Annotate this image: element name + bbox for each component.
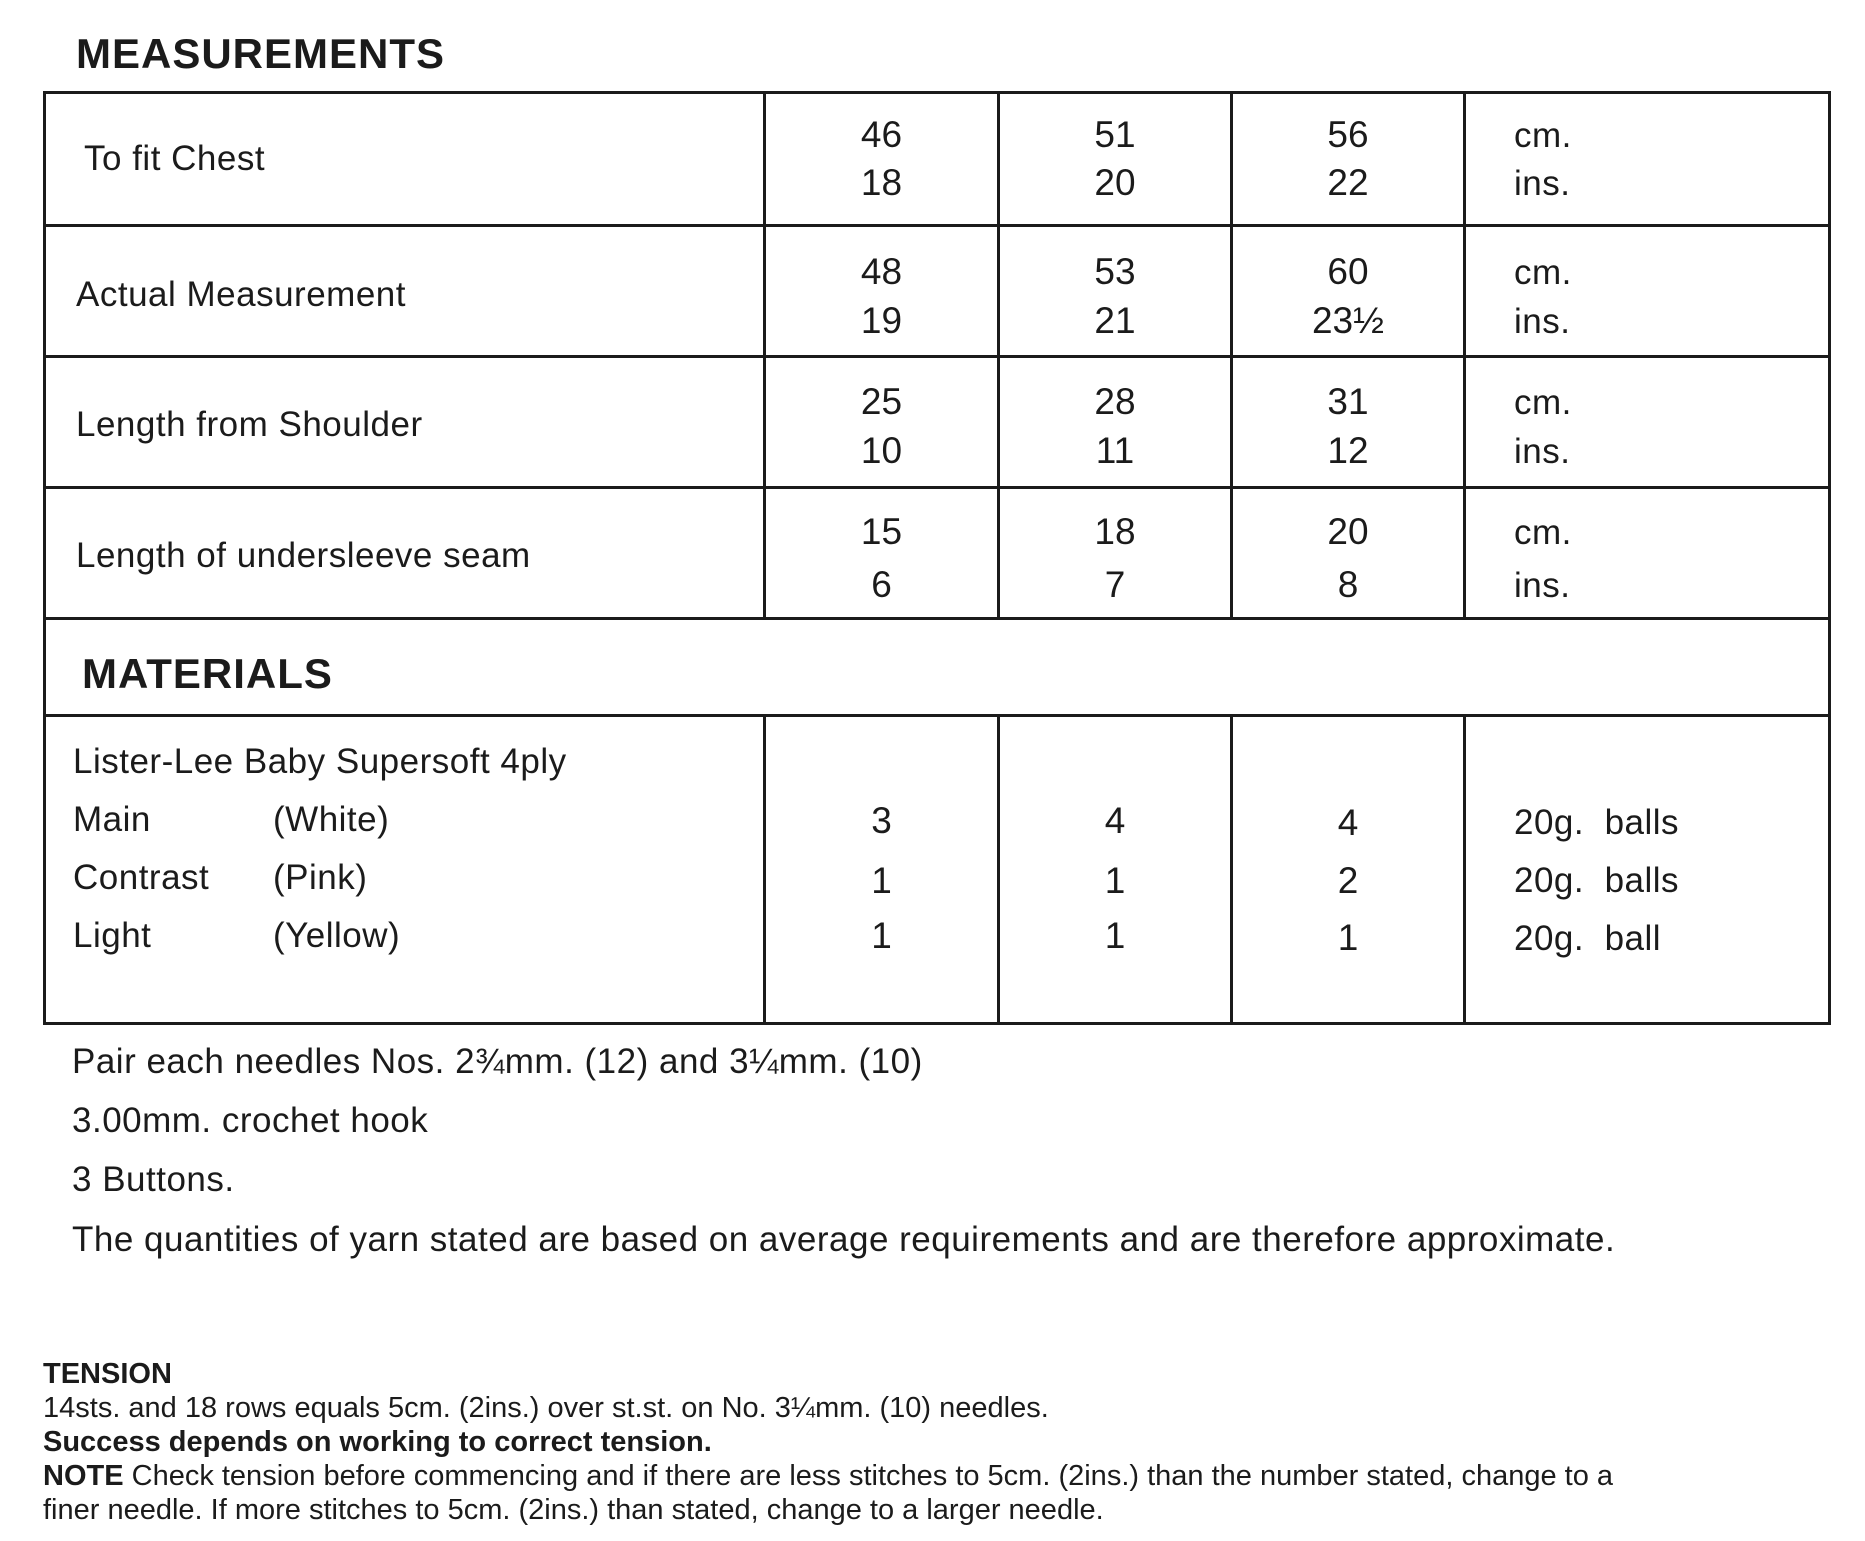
unit-ins: ins.	[1514, 432, 1571, 471]
row-label: Length from Shoulder	[76, 405, 423, 444]
unit-cell	[1463, 94, 1831, 224]
cm-value: 48	[860, 251, 903, 292]
cm-value: 20	[1327, 511, 1369, 552]
cm-value: 60	[1327, 251, 1369, 292]
materials-label-cell	[46, 717, 763, 1022]
tension-success: Success depends on working to correct tension.	[43, 1426, 712, 1458]
row-label-cell	[46, 358, 763, 486]
unit-cell	[1463, 717, 1831, 1022]
ins-value: 20	[1094, 162, 1136, 203]
materials-row	[46, 717, 1828, 1022]
yarn-contrast-name: Contrast	[73, 858, 210, 897]
buttons-note: 3 Buttons.	[72, 1160, 235, 1199]
size-1-cell	[763, 717, 997, 1022]
measurements-table	[43, 91, 1831, 1025]
tension-note-continued: finer needle. If more stitches to 5cm. (2ins.) than stated, change to a larger needle.	[43, 1494, 1104, 1526]
ins-value: 7	[1104, 564, 1126, 605]
unit-ins: ins.	[1514, 566, 1571, 605]
unit-ins: ins.	[1514, 164, 1571, 203]
ins-value: 21	[1094, 300, 1136, 341]
table-row	[46, 227, 1828, 358]
measurements-heading: MEASUREMENTS	[76, 30, 446, 77]
unit-light: 20g. ball	[1514, 919, 1662, 958]
unit-cm: cm.	[1514, 513, 1572, 552]
yarn-main-colour: (White)	[273, 800, 390, 839]
size-2-cell	[997, 227, 1230, 355]
cm-value: 56	[1327, 114, 1369, 155]
ins-value: 12	[1327, 430, 1369, 471]
cm-value: 18	[1094, 511, 1136, 552]
needles-note: Pair each needles Nos. 2¾mm. (12) and 3¼mm. (10)	[72, 1042, 923, 1081]
tension-line: 14sts. and 18 rows equals 5cm. (2ins.) over st.st. on No. 3¼mm. (10) needles.	[43, 1392, 1049, 1424]
ins-value: 23½	[1311, 300, 1384, 341]
unit-ins: ins.	[1514, 302, 1571, 341]
unit-cell	[1463, 227, 1831, 355]
unit-cell	[1463, 358, 1831, 486]
size-2-cell	[997, 489, 1230, 617]
qty-main: 3	[871, 800, 892, 841]
ins-value: 22	[1327, 162, 1369, 203]
row-label: Actual Measurement	[76, 275, 406, 314]
tension-heading: TENSION	[43, 1358, 172, 1390]
hook-note: 3.00mm. crochet hook	[72, 1101, 429, 1140]
size-3-cell	[1230, 489, 1463, 617]
note-text: Check tension before commencing and if there are less stitches to 5cm. (2ins.) than the number stated, change to a	[123, 1460, 1614, 1492]
unit-cm: cm.	[1514, 116, 1572, 155]
table-row	[46, 489, 1828, 620]
cm-value: 51	[1094, 114, 1136, 155]
size-3-cell	[1230, 717, 1463, 1022]
unit-cm: cm.	[1514, 383, 1572, 422]
size-2-cell	[997, 358, 1230, 486]
row-label-cell	[46, 94, 763, 224]
size-3-cell	[1230, 358, 1463, 486]
cm-value: 31	[1327, 381, 1369, 422]
yarn-name: Lister-Lee Baby Supersoft 4ply	[73, 742, 567, 781]
size-2-cell	[997, 94, 1230, 224]
yarn-light-colour: (Yellow)	[273, 916, 401, 955]
ins-value: 8	[1337, 564, 1359, 605]
size-2-cell	[997, 717, 1230, 1022]
unit-cm: cm.	[1514, 253, 1572, 292]
qty-main: 4	[1337, 802, 1359, 843]
table-row	[46, 358, 1828, 489]
cm-value: 53	[1094, 251, 1136, 292]
size-3-cell	[1230, 94, 1463, 224]
tension-note	[43, 1459, 1613, 1493]
size-1-cell	[763, 358, 997, 486]
ins-value: 10	[860, 430, 903, 471]
ins-value: 11	[1095, 430, 1135, 471]
row-label: To fit Chest	[84, 139, 266, 178]
cm-value: 15	[860, 511, 903, 552]
qty-contrast: 2	[1337, 860, 1359, 901]
qty-main: 4	[1104, 800, 1126, 841]
size-1-cell	[763, 489, 997, 617]
yarn-main-name: Main	[73, 800, 151, 839]
unit-cell	[1463, 489, 1831, 617]
size-3-cell	[1230, 227, 1463, 355]
materials-heading: MATERIALS	[82, 650, 333, 697]
unit-contrast: 20g. balls	[1514, 861, 1680, 900]
cm-value: 28	[1094, 381, 1136, 422]
unit-main: 20g. balls	[1514, 803, 1680, 842]
quantities-note: The quantities of yarn stated are based on average requirements and are therefore approximate.	[72, 1220, 1616, 1259]
qty-light: 1	[1104, 915, 1126, 956]
ins-value: 6	[871, 564, 892, 605]
size-1-cell	[763, 94, 997, 224]
qty-contrast: 1	[1104, 860, 1126, 901]
row-label: Length of undersleeve seam	[76, 536, 531, 575]
table-row	[46, 94, 1828, 227]
ins-value: 19	[860, 300, 903, 341]
qty-light: 1	[871, 915, 892, 956]
yarn-contrast-colour: (Pink)	[273, 858, 368, 897]
row-label-cell	[46, 489, 763, 617]
qty-contrast: 1	[871, 860, 892, 901]
cm-value: 46	[860, 114, 903, 155]
note-label: NOTE	[43, 1460, 124, 1492]
qty-light: 1	[1337, 917, 1359, 958]
cm-value: 25	[860, 381, 903, 422]
yarn-light-name: Light	[73, 916, 152, 955]
row-label-cell	[46, 227, 763, 355]
size-1-cell	[763, 227, 997, 355]
ins-value: 18	[860, 162, 903, 203]
materials-heading-row	[46, 620, 1828, 717]
